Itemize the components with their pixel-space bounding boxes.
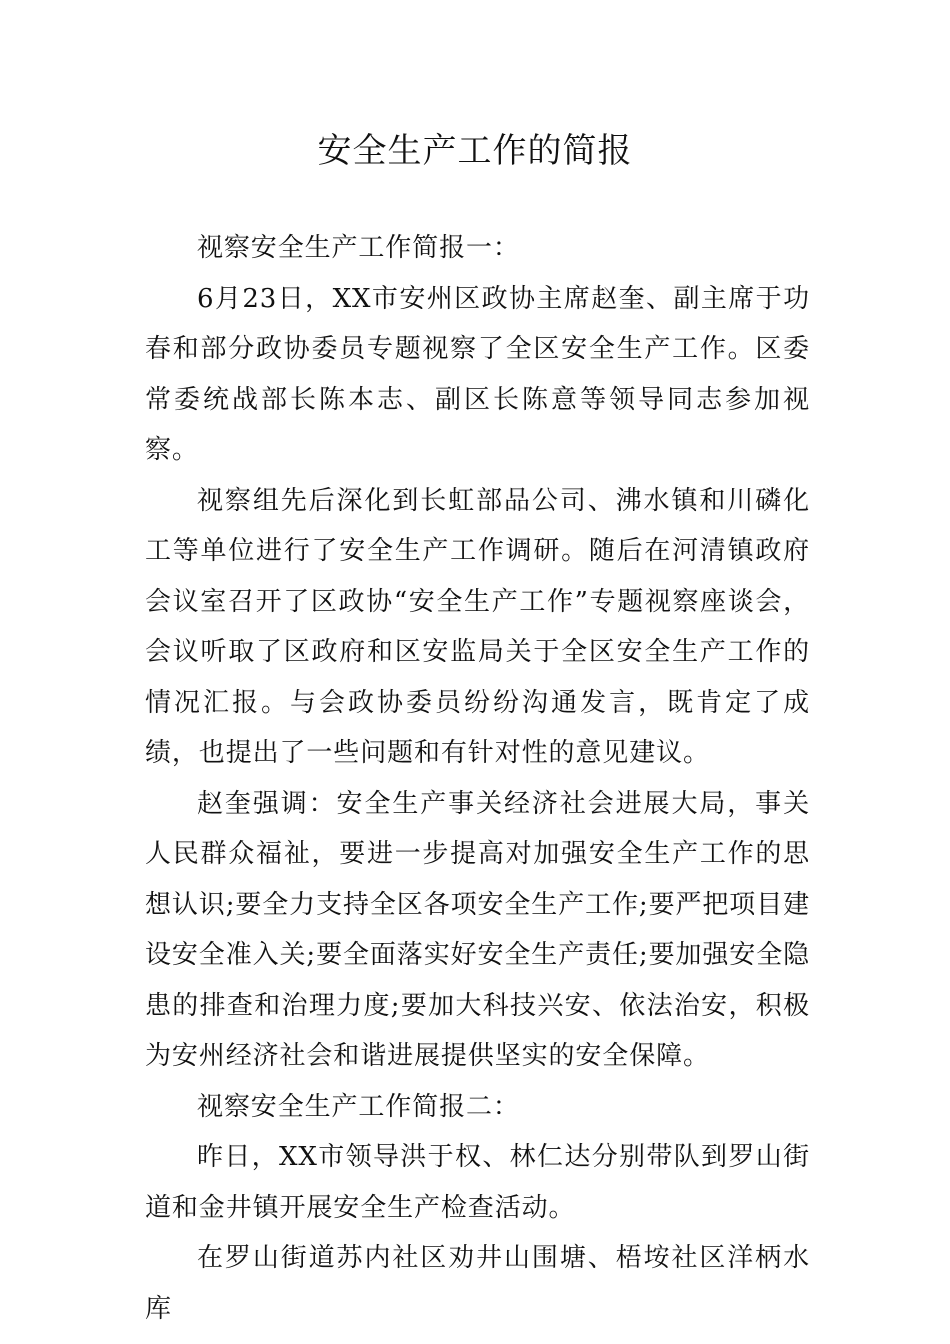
document-body: [145, 223, 810, 1334]
paragraph: 昨日，XX市领导洪于权、林仁达分别带队到罗山街道和金井镇开展安全生产检查活动。: [145, 1142, 810, 1223]
paragraph-section-heading-1: 视察安全生产工作简报一：: [197, 233, 520, 263]
paragraph: 在罗山街道苏内社区劝井山围塘、梧垵社区洋柄水库: [145, 1243, 810, 1324]
document-title: 安全生产工作的简报: [317, 131, 633, 171]
paragraph-section-heading-2: 视察安全生产工作简报二：: [197, 1091, 520, 1122]
paragraph: 6月23日，XX市安州区政协主席赵奎、副主席于功春和部分政协委员专题视察了全区安全生产工作。区委常委统战部长陈本志、副区长陈意等领导同志参加视察。: [145, 283, 810, 465]
paragraph: 赵奎强调：安全生产事关经济社会进展大局，事关人民群众福祉，要进一步提高对加强安全生产工作的思想认识;要全力支持全区各项安全生产工作;要严把项目建设安全准入关;要全面落实好安全生产责任;要加强安全隐患的排查和治理力度;要加大科技兴安、依法治安，积极为安州经济社会和谐进展提供坚实的安全保障。: [145, 788, 810, 1071]
paragraph: 视察组先后深化到长虹部品公司、沸水镇和川磷化工等单位进行了安全生产工作调研。随后在河清镇政府会议室召开了区政协“安全生产工作”专题视察座谈会，会议听取了区政府和区安监局关于全区安全生产工作的情况汇报。与会政协委员纷纷沟通发言，既肯定了成绩，也提出了一些问题和有针对性的意见建议。: [145, 485, 810, 768]
